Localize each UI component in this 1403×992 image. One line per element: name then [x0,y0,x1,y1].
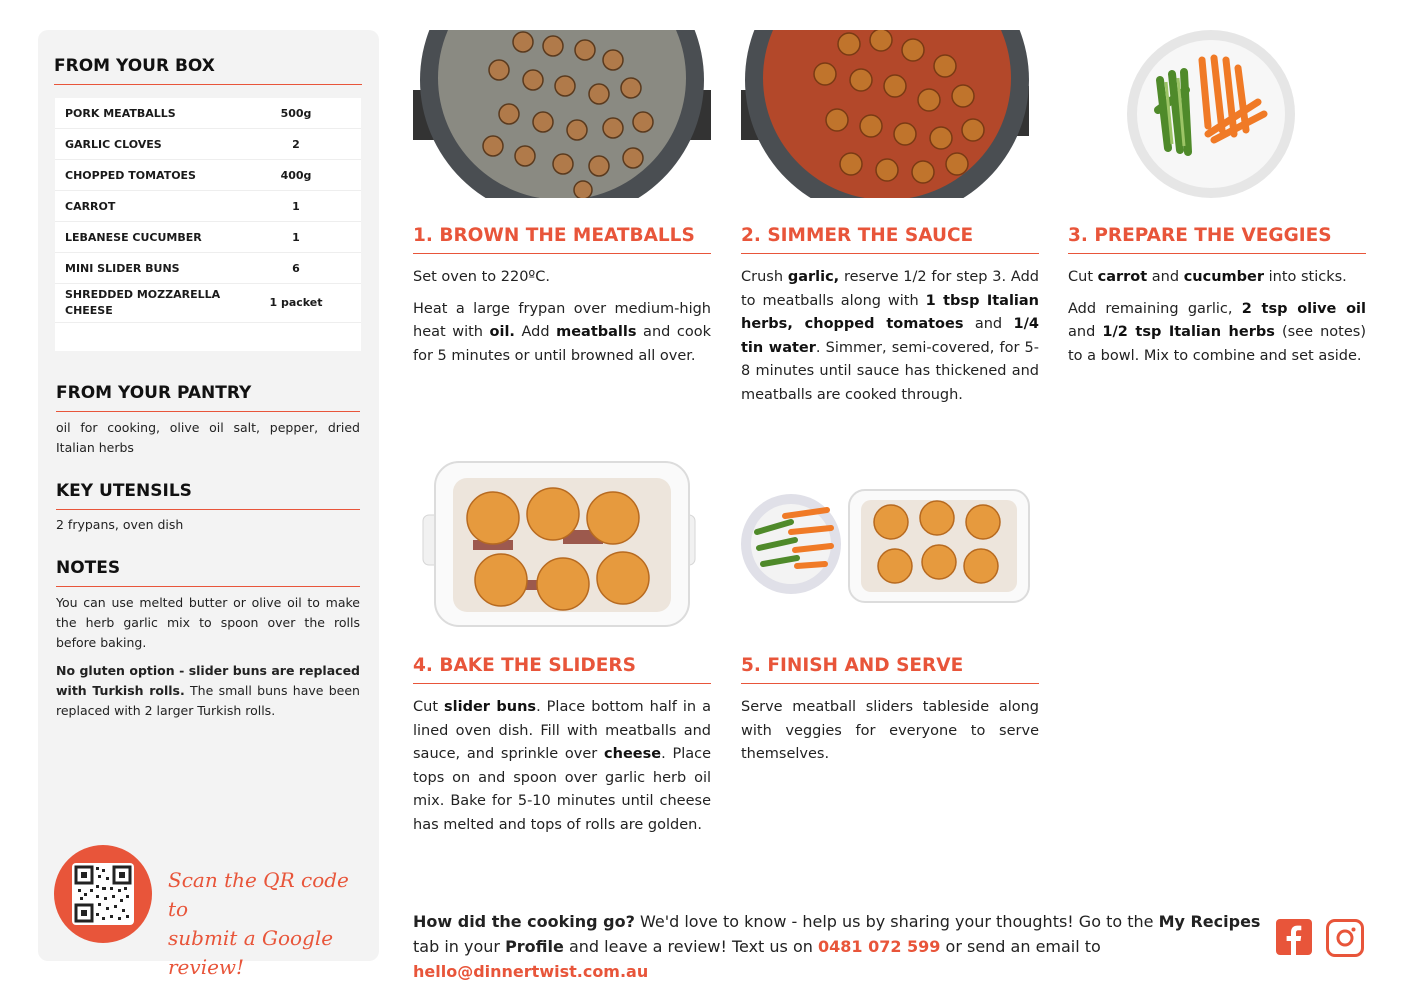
step5-text: Serve meatball sliders tableside along with veggies for everyone to serve themselves. [741,699,1039,762]
instagram-icon[interactable] [1326,919,1364,957]
from-your-box-heading: FROM YOUR BOX [54,56,362,85]
ingredient-row [55,253,361,284]
from-your-pantry-heading: FROM YOUR PANTRY [56,383,360,412]
step2-title: 2. SIMMER THE SAUCE [741,225,1039,254]
pantry-text: oil for cooking, olive oil salt, pepper, dried Italian herbs [56,420,360,455]
ingredient-row [55,129,361,160]
step1-photo [413,30,711,198]
ingredient-name: CARROT [55,191,231,222]
step1-title: 1. BROWN THE MEATBALLS [413,225,711,254]
gluten-note [56,661,360,721]
email-link[interactable]: hello@dinnertwist.com.au [413,962,649,981]
profile-label: Profile [505,937,564,956]
ingredient-name: PORK MEATBALLS [55,98,231,129]
step3-title: 3. PREPARE THE VEGGIES [1068,225,1366,254]
step3-text: Cut carrot and cucumber into sticks. [1068,269,1347,285]
ingredient-row [55,191,361,222]
ingredient-qty: 2 [231,129,361,160]
step4-body [413,696,711,845]
ingredient-qty: 6 [231,253,361,284]
ingredient-name: GARLIC CLOVES [55,129,231,160]
step3-text: Add remaining garlic, 2 tsp olive oil and 1/2 tsp Italian herbs (see notes) to a bowl. Mix to combine and set aside. [1068,300,1366,364]
notes-heading: NOTES [56,558,360,587]
ingredient-name: MINI SLIDER BUNS [55,253,231,284]
ingredient-qty: 1 [231,222,361,253]
ingredient-qty: 1 [231,191,361,222]
key-utensils-heading: KEY UTENSILS [56,481,360,510]
ingredients-table [55,98,361,351]
qr-badge[interactable] [54,845,152,943]
step3-body [1068,266,1366,376]
qr-caption [168,866,368,982]
qr-caption-line2: submit a Google review! [168,926,334,979]
ingredient-name: SHREDDED MOZZARELLA CHEESE [55,284,231,323]
step1-text: Heat a large frypan over medium-high heat with oil. Add meatballs and cook for 5 minutes or until browned all over. [413,300,711,364]
step5-title: 5. FINISH AND SERVE [741,655,1039,684]
step2-body [741,266,1039,415]
ingredient-qty: 500g [231,98,361,129]
feedback-footer: How did the cooking go? We'd love to know - help us by sharing your thoughts! Go to the My Recipes tab in your Profile and leave a review! Text us on 0481 072 599 or send an email to hello@dinnertwist.com.au [413,912,1261,981]
step5-photo [741,460,1039,628]
ingredient-qty: 400g [231,160,361,191]
table-filler [55,323,361,352]
ingredient-row [55,222,361,253]
sidebar [38,30,379,979]
step1-body [413,266,711,376]
ingredient-qty: 1 packet [231,284,361,323]
ingredient-row [55,284,361,323]
step2-text: Crush garlic, reserve 1/2 for step 3. Add to meatballs along with 1 tbsp Italian herbs, chopped tomatoes and 1/4 tin water. Simmer, semi-covered, for 5-8 minutes until sauce has thickened and meatballs are cooked through. [741,269,1040,403]
gluten-note-rest: The small buns have been replaced with 2 larger Turkish rolls. [56,683,360,718]
my-recipes-label: My Recipes [1158,912,1261,931]
qr-caption-line1: Scan the QR code to [168,868,349,921]
ingredient-row [55,98,361,129]
qr-code-icon[interactable] [72,863,134,925]
ingredient-name: CHOPPED TOMATOES [55,160,231,191]
step5-body [741,696,1039,775]
feedback-question: How did the cooking go? [413,912,635,931]
step2-photo [741,30,1039,198]
notes-text: You can use melted butter or olive oil to make the herb garlic mix to spoon over the rolls before baking. [56,595,360,650]
facebook-icon[interactable] [1276,919,1312,955]
ingredient-name: LEBANESE CUCUMBER [55,222,231,253]
utensils-text: 2 frypans, oven dish [56,517,184,532]
ingredient-row [55,160,361,191]
step3-photo [1068,30,1366,198]
step4-text: Cut slider buns. Place bottom half in a lined oven dish. Fill with meatballs and sauce, and sprinkle over cheese. Place tops on and spoon over garlic herb oil mix. Bake for 5-10 minutes until cheese has melted and tops of rolls are golden. [413,699,712,833]
step4-photo [413,460,711,628]
gluten-note-bold: No gluten option - slider buns are replaced with Turkish rolls. [56,663,360,698]
phone-link[interactable]: 0481 072 599 [817,937,941,956]
step1-text: Set oven to 220ºC. [413,269,550,285]
step4-title: 4. BAKE THE SLIDERS [413,655,711,684]
